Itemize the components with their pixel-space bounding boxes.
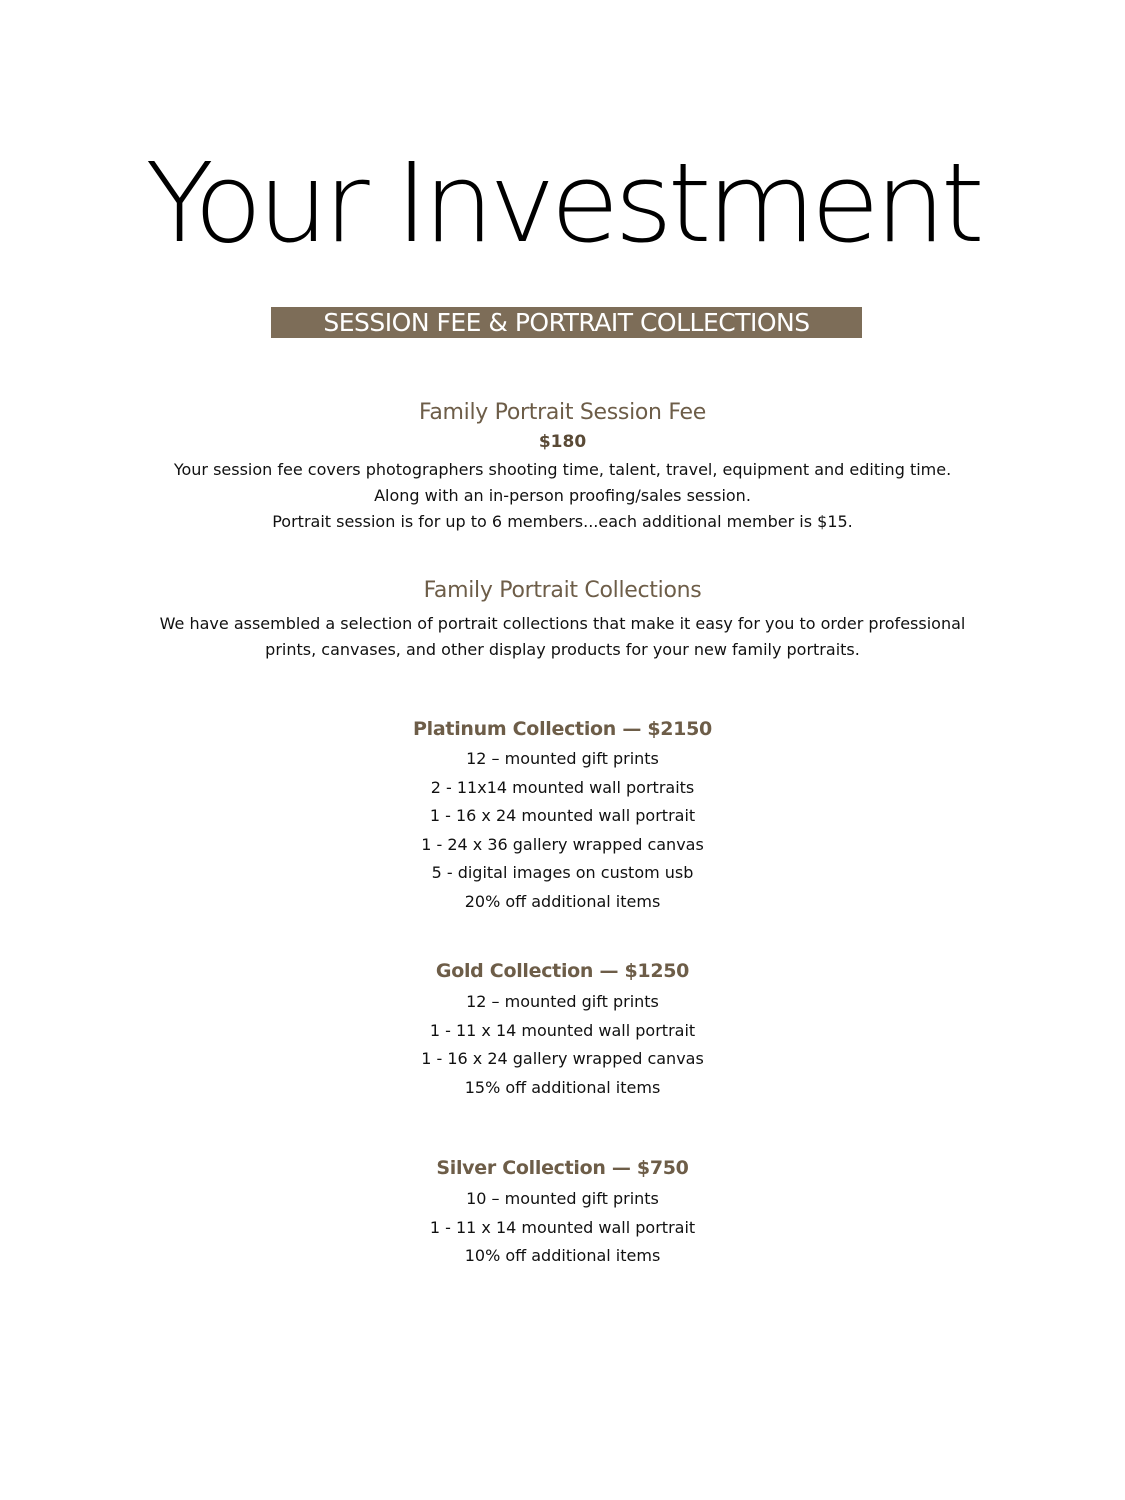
collections-intro-line: prints, canvases, and other display products for your new family portraits. — [265, 640, 860, 659]
collection-title-silver: Silver Collection — $750 — [436, 1157, 689, 1179]
collection-item: 12 – mounted gift prints — [466, 749, 659, 768]
collection-item: 12 – mounted gift prints — [466, 992, 659, 1011]
session-fee-line: Portrait session is for up to 6 members...each additional member is $15. — [272, 512, 853, 531]
collection-item: 15% off additional items — [464, 1077, 661, 1097]
collection-item: 1 - 24 x 36 gallery wrapped canvas — [421, 834, 704, 854]
collection-item: 2 - 11x14 mounted wall portraits — [430, 777, 695, 797]
collections-heading: Family Portrait Collections — [423, 578, 702, 603]
session-fee-price: $180 — [538, 432, 587, 452]
collection-item: 1 - 11 x 14 mounted wall portrait — [429, 1217, 696, 1237]
collection-item: 1 - 16 x 24 gallery wrapped canvas — [421, 1049, 704, 1068]
collection-item: 5 - digital images on custom usb — [431, 863, 694, 882]
page-title: Your Investment — [145, 139, 980, 267]
collection-title-gold: Gold Collection — $1250 — [435, 960, 690, 982]
collection-item: 10% off additional items — [464, 1246, 661, 1265]
collections-intro-line: We have assembled a selection of portrait collections that make it easy for you to order professional — [159, 614, 966, 633]
collection-item: 1 - 16 x 24 mounted wall portrait — [429, 806, 696, 825]
collection-title-platinum: Platinum Collection — $2150 — [413, 718, 712, 740]
collection-item: 20% off additional items — [464, 891, 661, 911]
collection-item: 10 – mounted gift prints — [466, 1189, 659, 1208]
session-fee-line: Along with an in-person proofing/sales session. — [374, 486, 751, 505]
session-fee-heading: Family Portrait Session Fee — [418, 400, 706, 425]
collection-item: 1 - 11 x 14 mounted wall portrait — [429, 1020, 696, 1040]
subtitle-banner: SESSION FEE & PORTRAIT COLLECTIONS — [271, 307, 862, 338]
session-fee-line: Your session fee covers photographers shooting time, talent, travel, equipment and editing time. — [173, 460, 952, 479]
